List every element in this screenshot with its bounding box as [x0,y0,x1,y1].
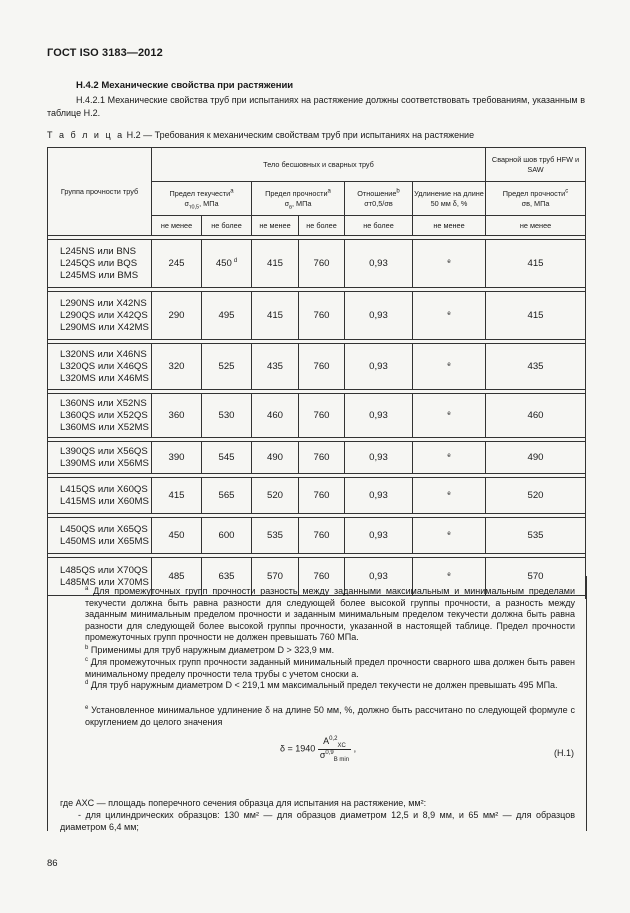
cell-yield-max: 545 [202,442,252,474]
cell-yield-min: 450 [152,518,202,554]
document-header: ГОСТ ISO 3183—2012 [47,47,163,59]
cell-tensile-min: 415 [252,292,299,340]
table-caption-text: H.2 — Требования к механическим свойствам труб при испытаниях на растяжение [124,130,475,140]
cell-tensile-max: 760 [299,344,345,390]
cell-yield-max: 530 [202,394,252,438]
group-line: L390QS или X56QS [60,445,148,457]
cell-tensile-min: 535 [252,518,299,554]
header-tensile-min: не менее [252,216,299,236]
group-line: L290MS или X42MS [60,321,149,333]
table-row [48,240,586,288]
table-notes [47,576,587,831]
cell-tensile-min: 460 [252,394,299,438]
group-line: L485QS или X70QS [60,564,148,576]
cell-yield-min: 485 [152,558,202,596]
header-yield-min: не менее [152,216,202,236]
cell-elongation: e [413,240,486,288]
cell-yield-min: 245 [152,240,202,288]
group-line: L245MS или BMS [60,269,139,281]
cell-weld-tensile: 535 [486,518,586,554]
cell-tensile-max: 760 [299,394,345,438]
table-row [48,394,586,438]
cell-tensile-max: 760 [299,478,345,514]
cell-tensile-max: 760 [299,240,345,288]
cell-tensile-min: 520 [252,478,299,514]
note-d: $^d$ Для труб наружным диаметром D < 219,1 мм максимальный предел текучести не должен превышать 495 МПа. [85,680,558,690]
header-weld-min: не менее [486,216,586,236]
header-elong-min: не менее [413,216,486,236]
group-line: L450MS или X65MS [60,535,149,547]
header-body: Тело бесшовных и сварных труб [152,148,486,182]
cell-tensile-max: 760 [299,558,345,596]
header-weld-tensile: Предел прочности$^c$ σв, МПа [486,182,586,216]
group-line: L485MS или X70MS [60,576,149,588]
group-line: L390MS или X56MS [60,457,149,469]
table-row [48,478,586,514]
section-paragraph: H.4.2.1 Механические свойства труб при испытаниях на растяжение должны соответствовать требованиям, указанным в таблице H.2. [47,95,585,118]
group-line: L360NS или X52NS [60,397,147,409]
cell-tensile-max: 760 [299,292,345,340]
bullet-text: - для цилиндрических образцов: 130 мм² — для образцов диаметром 12,5 и 8,9 мм, и 65 мм² — для образцов диаметром 6,4 мм; [60,810,575,832]
cell-tensile-min: 570 [252,558,299,596]
header-elongation: Удлинение на длине 50 мм δ, % [413,182,486,216]
cell-yield-max: 635 [202,558,252,596]
cell-group [48,344,152,390]
group-line: L245NS или BNS [60,245,137,257]
cell-elongation: e [413,518,486,554]
table-row [48,292,586,340]
page-number: 86 [47,858,58,869]
footnote-marker: d [233,257,238,264]
table-caption [47,130,474,140]
cell-tensile-max: 760 [299,518,345,554]
note-b: $^b$ Применимы для труб наружным диаметром D > 323,9 мм. [85,645,335,655]
cell-weld-tensile: 415 [486,292,586,340]
cell-group [48,442,152,474]
cell-tensile-max: 760 [299,442,345,474]
cell-elongation: e [413,292,486,340]
cell-group [48,518,152,554]
cell-yield-min: 390 [152,442,202,474]
table-row [48,518,586,554]
header-tensile: Предел прочности$^a$ $\sigma_в$, МПа [252,182,345,216]
table-body [48,236,586,600]
header-ratio: Отношение$^b$ σт0,5/σв [345,182,413,216]
header-group: Группа прочности труб [48,148,152,236]
table-row [48,442,586,474]
group-line: L290NS или X42NS [60,297,147,309]
mechanical-properties-table [47,147,586,599]
table-caption-prefix: Т а б л и ц а [47,130,125,140]
cell-yield-max: 600 [202,518,252,554]
cell-yield-min: 415 [152,478,202,514]
cell-weld-tensile: 520 [486,478,586,514]
cell-yield-max: 525 [202,344,252,390]
section-title: H.4.2 Механические свойства при растяжении [76,80,294,91]
group-line: L245QS или BQS [60,257,138,269]
cell-ratio: 0,93 [345,518,413,554]
cell-ratio: 0,93 [345,292,413,340]
header-weld-seam: Сварной шов труб HFW и SAW [486,148,586,182]
group-line: L360QS или X52QS [60,409,148,421]
cell-weld-tensile: 490 [486,442,586,474]
cell-elongation: e [413,442,486,474]
cell-yield-min: 290 [152,292,202,340]
group-line: L360MS или X52MS [60,421,149,433]
formula-label: (H.1) [554,748,574,758]
cell-weld-tensile: 570 [486,558,586,596]
cell-group [48,240,152,288]
group-line: L320MS или X46MS [60,372,149,384]
group-line: L320NS или X46NS [60,348,147,360]
cell-ratio: 0,93 [345,344,413,390]
group-line: L415QS или X60QS [60,483,148,495]
cell-tensile-min: 435 [252,344,299,390]
note-a: $^a$ Для промежуточных групп прочности разность между заданными максимальным и минимальным пределами текучести должна быть равна разности для следующей более высокой группы прочности, а разность между заданным минимальным пределом прочности и заданным минимальным пределом текучести должна быть равна разности для следующей более высокой группы прочности, указанной в настоящей таблице. Предел прочности промежуточных групп прочности не должен превышать 760 МПа. [85,586,575,643]
cell-ratio: 0,93 [345,240,413,288]
cell-weld-tensile: 435 [486,344,586,390]
header-yield: Предел текучести$^a$ $\sigma_{т0,5}$, МПа [152,182,252,216]
group-line: L450QS или X65QS [60,523,148,535]
cell-elongation: e [413,558,486,596]
cell-elongation: e [413,394,486,438]
cell-ratio: 0,93 [345,442,413,474]
cell-yield-min: 320 [152,344,202,390]
header-ratio-max: не более [345,216,413,236]
note-c: $^c$ Для промежуточных групп прочности заданный минимальный предел прочности сварного шва должен быть равен минимальному пределу прочности тела трубы с учетом сноски a. [85,657,575,679]
cell-elongation: e [413,344,486,390]
table-row [48,344,586,390]
cell-yield-max: 495 [202,292,252,340]
cell-elongation: e [413,478,486,514]
group-line: L290QS или X42QS [60,309,148,321]
cell-ratio: 0,93 [345,558,413,596]
cell-group [48,394,152,438]
cell-group [48,292,152,340]
cell-yield-max: 450 $^d$ [202,240,252,288]
group-line: L415MS или X60MS [60,495,149,507]
header-yield-max: не более [202,216,252,236]
group-line: L320QS или X46QS [60,360,148,372]
where-text: где AXC — площадь поперечного сечения образца для испытания на растяжение, мм²: [60,798,427,808]
cell-ratio: 0,93 [345,394,413,438]
header-tensile-max: не более [299,216,345,236]
cell-yield-min: 360 [152,394,202,438]
cell-tensile-min: 490 [252,442,299,474]
cell-weld-tensile: 415 [486,240,586,288]
cell-tensile-min: 415 [252,240,299,288]
cell-group [48,478,152,514]
formula-h1: δ = 1940 $\frac{A^{0,2}_{XC}}{\sigma^{0,9}_{B min}}$ , [280,736,357,763]
note-e: $^e$ Установленное минимальное удлинение δ на длине 50 мм, %, должно быть рассчитано по следующей формуле с округлением до целого значения [85,705,575,727]
cell-ratio: 0,93 [345,478,413,514]
cell-yield-max: 565 [202,478,252,514]
cell-weld-tensile: 460 [486,394,586,438]
